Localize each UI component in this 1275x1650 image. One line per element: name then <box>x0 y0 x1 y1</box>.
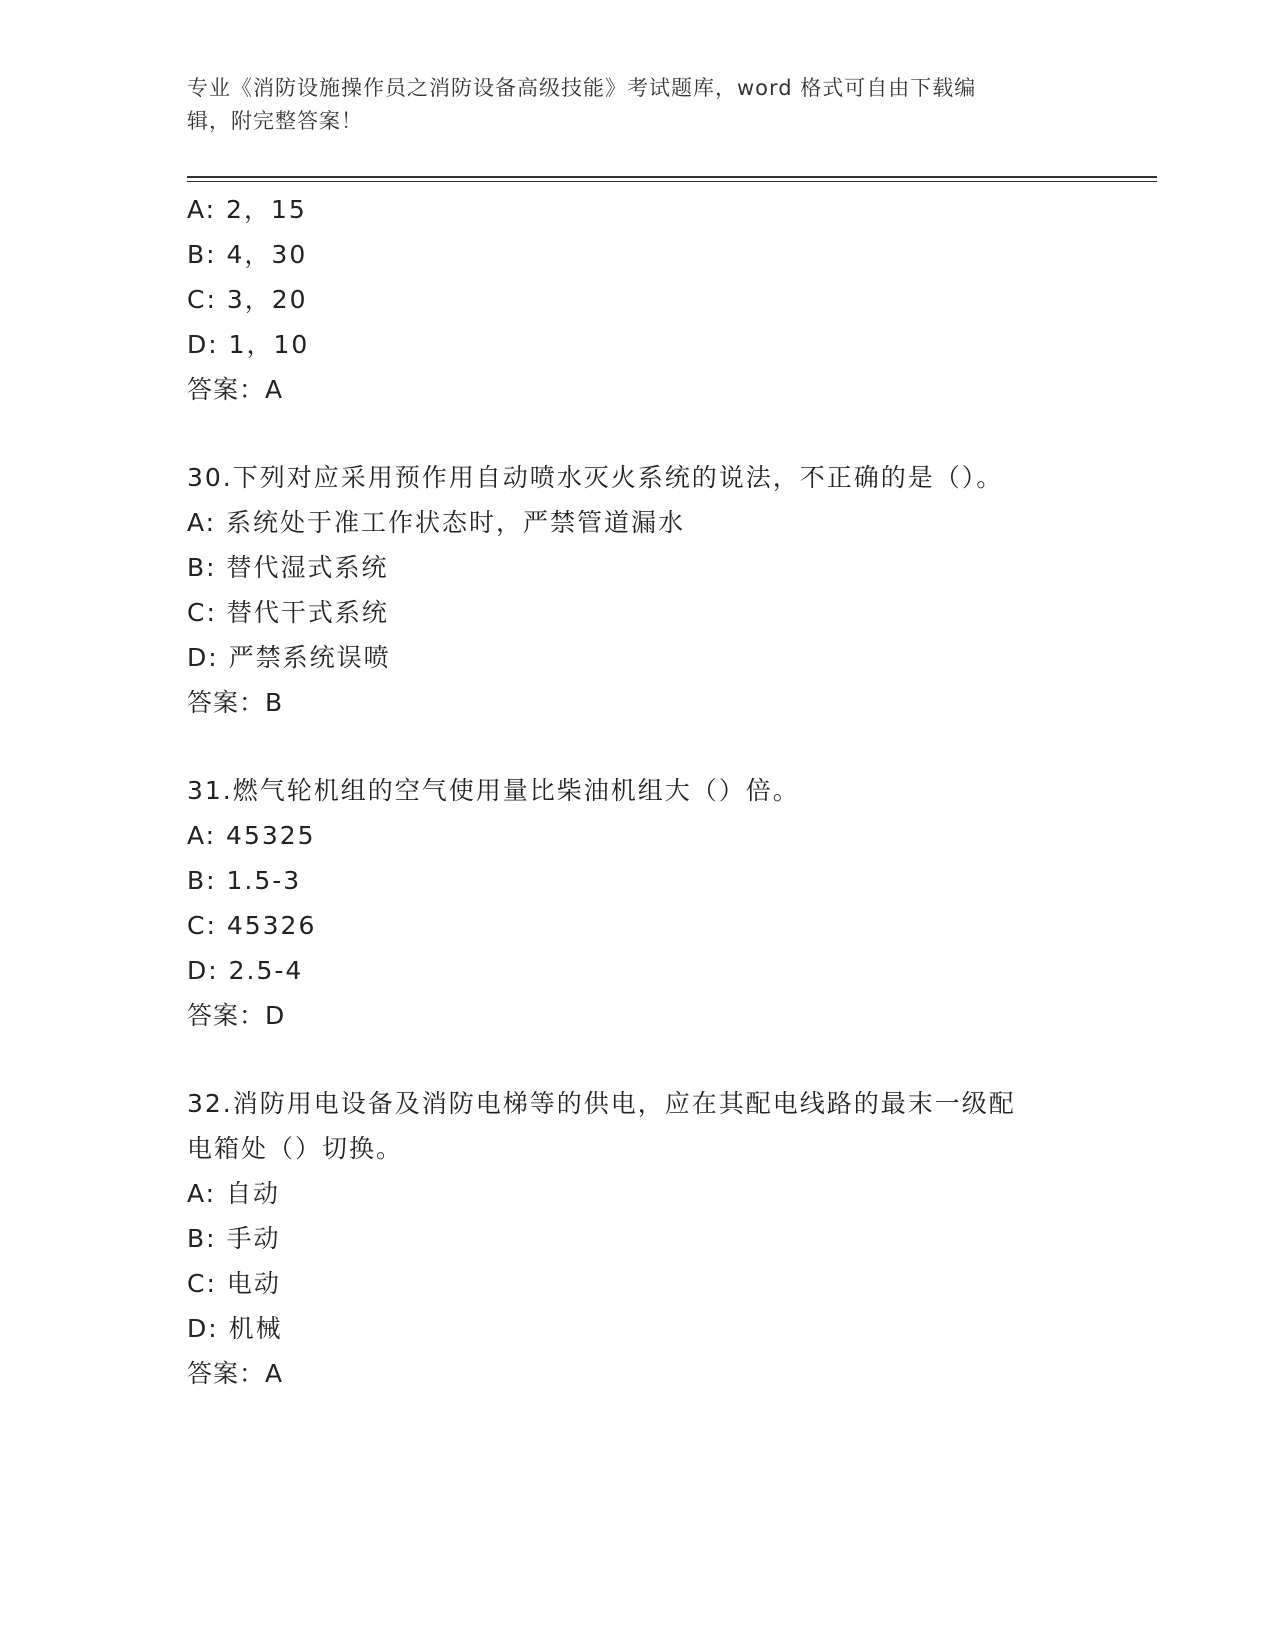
header-divider-thin <box>187 181 1157 182</box>
q31-option-d: D: 2.5-4 <box>187 956 304 985</box>
q32-answer: 答案：A <box>187 1359 284 1388</box>
header-line-1: 专业《消防设施操作员之消防设备高级技能》考试题库，word 格式可自由下载编 <box>187 76 977 100</box>
q32-question-line-2: 电箱处（）切换。 <box>187 1134 404 1163</box>
q29-answer: 答案：A <box>187 375 284 404</box>
q29-option-d: D: 1，10 <box>187 330 310 359</box>
q30-answer: 答案：B <box>187 688 284 717</box>
q31-option-c: C: 45326 <box>187 911 317 940</box>
q32-option-c: C: 电动 <box>187 1269 281 1298</box>
q31-answer: 答案：D <box>187 1001 286 1030</box>
q31-question: 31.燃气轮机组的空气使用量比柴油机组大（）倍。 <box>187 776 800 805</box>
q30-question: 30.下列对应采用预作用自动喷水灭火系统的说法，不正确的是（）。 <box>187 463 1004 492</box>
q29-option-b: B: 4，30 <box>187 240 308 269</box>
q30-option-d: D: 严禁系统误喷 <box>187 643 391 672</box>
q31-option-b: B: 1.5-3 <box>187 866 302 895</box>
q30-option-c: C: 替代干式系统 <box>187 598 389 627</box>
q30-option-a: A: 系统处于准工作状态时，严禁管道漏水 <box>187 508 686 537</box>
q30-option-b: B: 替代湿式系统 <box>187 553 389 582</box>
header-divider-thick <box>187 176 1157 178</box>
q32-question-line-1: 32.消防用电设备及消防电梯等的供电，应在其配电线路的最末一级配 <box>187 1089 1016 1118</box>
q32-option-d: D: 机械 <box>187 1314 283 1343</box>
q32-option-a: A: 自动 <box>187 1179 281 1208</box>
document-header <box>187 72 1087 138</box>
q32-option-b: B: 手动 <box>187 1224 281 1253</box>
q29-option-c: C: 3，20 <box>187 285 308 314</box>
header-line-2: 辑，附完整答案！ <box>187 109 363 133</box>
q31-option-a: A: 45325 <box>187 821 316 850</box>
q29-option-a: A: 2，15 <box>187 195 307 224</box>
